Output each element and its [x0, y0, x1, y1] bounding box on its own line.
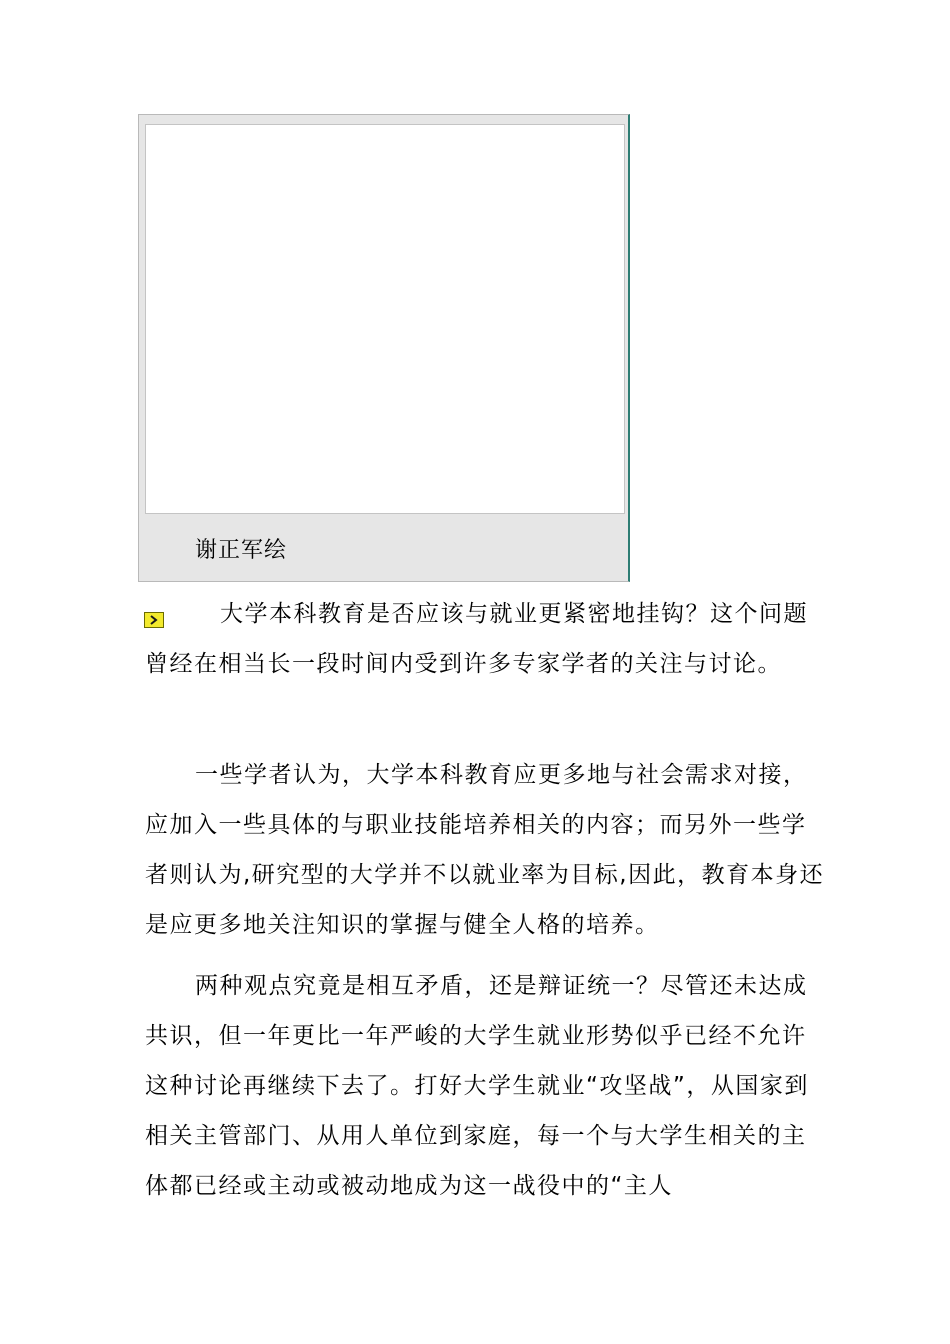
paragraph-1: 大学本科教育是否应该与就业更紧密地挂钩？这个问题曾经在相当长一段时间内受到许多专家学者的关注与讨论。: [145, 601, 808, 677]
paragraph-3: 两种观点究竟是相互矛盾，还是辩证统一？尽管还未达成共识，但一年更比一年严峻的大学生就业形势似乎已经不允许这种讨论再继续下去了。打好大学生就业“攻坚战”，从国家到相关主管部门、从用人单位到家庭，每一个与大学生相关的主体都已经或主动或被动地成为这一战役中的“主人: [145, 973, 809, 1199]
illustration-caption: 谢正军绘: [195, 538, 288, 563]
illustration-frame: [138, 114, 630, 582]
paragraph-2: 一些学者认为，大学本科教育应更多地与社会需求对接，应加入一些具体的与职业技能培养相关的内容；而另外一些学者则认为,研究型的大学并不以就业率为目标,因此，教育本身还是应更多地关注知识的掌握与健全人格的培养。: [145, 762, 825, 938]
illustration-image: [145, 124, 625, 514]
